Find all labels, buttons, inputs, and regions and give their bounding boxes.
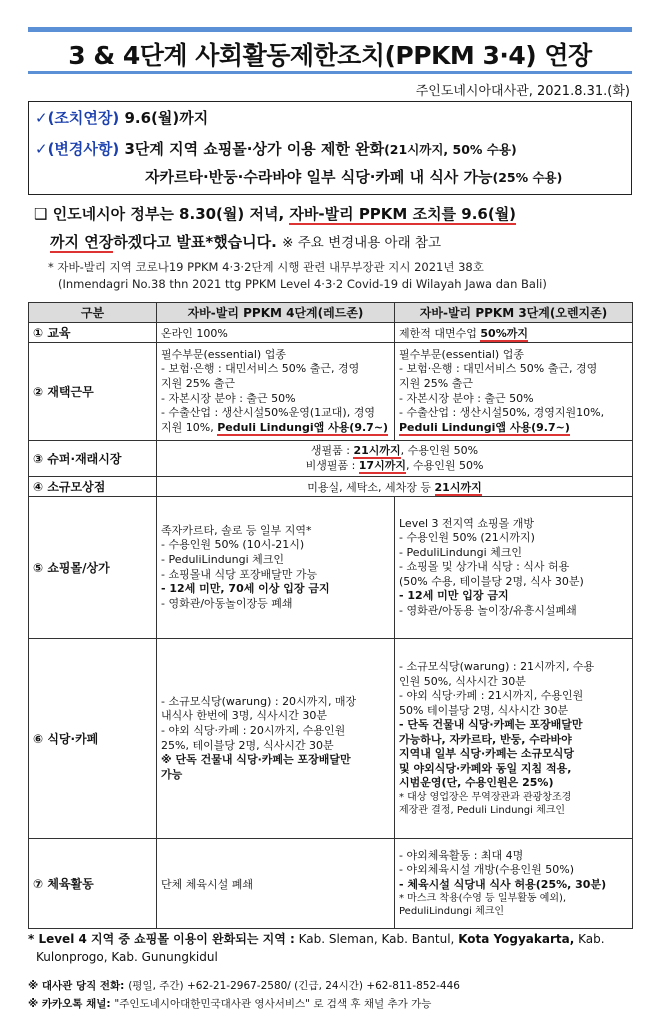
list-item: - 체육시설 식당내 식사 허용(25%, 30분) <box>399 877 607 891</box>
announce-text-2b: 하겠다고 발표*했습니다. <box>113 233 277 251</box>
table-row-restaurant <box>29 639 633 839</box>
education-level3 <box>395 323 633 343</box>
wfh-level3 <box>395 343 633 441</box>
table-row-wfh <box>29 343 633 441</box>
list-item: 지원 25% 출근 <box>161 376 235 390</box>
smallshops-rules <box>157 477 633 497</box>
wfh-app-note-l3: Peduli Lindungi앱 사용(9.7~) <box>399 420 570 434</box>
list-item: 필수부문(essential) 업종 <box>161 347 286 361</box>
list-item: - 영화관/아동놀이장등 폐쇄 <box>161 596 293 610</box>
list-item: * 마스크 착용(수영 등 일부활동 예외), <box>399 893 567 905</box>
list-item: 인원 50%, 식사시간 30분 <box>399 674 526 688</box>
list-item <box>399 421 628 436</box>
smallshops-hours: 21시까지 <box>434 480 482 494</box>
footer-note-label: * Level 4 지역 중 쇼핑몰 이용이 완화되는 지역 : <box>28 932 295 946</box>
list-item: ※ 단독 건물내 식당·카페는 포장배달만 <box>161 753 351 767</box>
table-row-education <box>29 323 633 343</box>
summary-small-2: (21시까지, 50% 수용) <box>384 142 517 157</box>
title-rule <box>28 71 632 74</box>
page-title: 3 & 4단계 사회활동제한조치(PPKM 3·4) 연장 <box>68 41 592 70</box>
category-mall: ⑤ 쇼핑몰/상가 <box>29 497 157 639</box>
announce-line-2 <box>50 231 441 252</box>
list-item: * 대상 영업장은 무역장관과 관광창조경 <box>399 791 572 803</box>
announce-line-1 <box>34 203 516 224</box>
footer-note-city: Kota Yogyakarta, <box>458 932 575 946</box>
list-item: - 야외체육시설 개방(수용인원 50%) <box>399 863 575 877</box>
list-item: - 쇼핑몰 및 상가내 식당 : 식사 허용 <box>399 560 570 574</box>
education-level3-text: 제한적 대면수업 <box>399 326 477 340</box>
announce-footnote-1: * 자바-발리 지역 코로나19 PPKM 4·3·2단계 시행 관련 내무부장관 지시 2021년 38호 <box>48 260 484 274</box>
list-item: - 야외 식당·카페 : 21시까지, 수용인원 <box>399 689 584 703</box>
list-item: 25%, 테이블당 2명, 식사시간 30분 <box>161 738 334 752</box>
announce-note: ※ 주요 변경내용 아래 참고 <box>282 235 441 251</box>
list-item: - PeduliLindungi 체크인 <box>161 552 285 566</box>
list-item: 지원 25% 출근 <box>399 376 473 390</box>
mall-level3 <box>395 497 633 639</box>
list-item: - 12세 미만 입장 금지 <box>399 589 509 603</box>
list-item: - 자본시장 분야 : 출근 50% <box>161 391 296 405</box>
list-item <box>161 421 390 436</box>
list-item: - 쇼핑몰내 식당 포장배달만 가능 <box>161 567 318 581</box>
list-item: 제장관 결정, Peduli Lindungi 체크인 <box>399 804 566 816</box>
list-item: - PeduliLindungi 체크인 <box>399 545 523 559</box>
announce-footnote-2: (Inmendagri No.38 thn 2021 ttg PPKM Level 4·3·2 Covid-19 di Wilayah Jawa dan Bali) <box>58 277 547 291</box>
market-essential-label: 생필품 : <box>310 443 350 457</box>
list-item: 시범운영(단, 수용인원은 25%) <box>399 776 554 790</box>
contact-label: ※ 대사관 당직 전화: <box>28 980 125 992</box>
top-rule <box>28 27 632 32</box>
summary-box <box>28 101 632 195</box>
list-item: 50% 테이블당 2명, 식사시간 30분 <box>399 703 569 717</box>
market-essential-cap: , 수용인원 50% <box>400 443 479 457</box>
list-item: 족자카르타, 솔로 등 일부 지역* <box>161 523 312 537</box>
table-row-market <box>29 441 633 477</box>
category-wfh: ② 재택근무 <box>29 343 157 441</box>
category-smallshops: ④ 소규모상점 <box>29 477 157 497</box>
footer-kakao <box>28 996 431 1011</box>
market-essential-hours: 21시까지 <box>353 443 401 457</box>
category-market: ③ 슈퍼·재래시장 <box>29 441 157 477</box>
list-item: - 수용인원 50% (21시까지) <box>399 531 535 545</box>
list-item <box>161 459 628 474</box>
list-item: 가능하나, 자카르타, 반둥, 수라바야 <box>399 732 572 746</box>
sports-level4: 단체 체육시설 폐쇄 <box>157 839 395 929</box>
list-item: - 단독 건물내 식당·카페는 포장배달만 <box>399 718 583 732</box>
summary-line-3 <box>145 166 562 187</box>
sports-level3 <box>395 839 633 929</box>
summary-text-1: 9.6(월)까지 <box>124 109 209 127</box>
category-education: ① 교육 <box>29 323 157 343</box>
list-item: - 자본시장 분야 : 출근 50% <box>399 391 534 405</box>
list-item: - 소규모식당(warung) : 21시까지, 수용 <box>399 659 595 673</box>
list-item: - 보험·은행 : 대민서비스 50% 출근, 경영 <box>399 362 598 376</box>
summary-line-2 <box>35 138 517 159</box>
table-header-row <box>29 303 633 323</box>
list-item: 지역내 일부 식당·카페는 소규모식당 <box>399 747 575 761</box>
market-nonessential-cap: , 수용인원 50% <box>405 458 484 472</box>
list-item: - 야외 식당·카페 : 20시까지, 수용인원 <box>161 723 346 737</box>
footer-note-line-2: Kulonprogo, Kab. Gunungkidul <box>36 950 218 964</box>
market-nonessential-hours: 17시까지 <box>358 458 406 472</box>
list-item: 가능 <box>161 767 183 781</box>
market-rules <box>157 441 633 477</box>
summary-small-3: (25% 수용) <box>492 170 563 185</box>
list-item: - 영화관/아동용 놀이장/유흥시설폐쇄 <box>399 603 577 617</box>
list-item: (50% 수용, 테이블당 2명, 식사 30분) <box>399 574 584 588</box>
table-row-sports <box>29 839 633 929</box>
list-item: - 수출산업 : 생산시설50%, 경영지원10%, <box>399 406 605 420</box>
footer-note-line-1 <box>28 930 605 947</box>
category-sports: ⑦ 체육활동 <box>29 839 157 929</box>
summary-line-1 <box>35 107 208 128</box>
wfh-level4 <box>157 343 395 441</box>
kakao-label: ※ 카카오톡 채널: <box>28 998 111 1010</box>
list-item: - 수출산업 : 생산시설50%운영(1교대), 경영 <box>161 406 375 420</box>
summary-text-2: 3단계 지역 쇼핑몰·상가 이용 제한 완화 <box>124 140 385 158</box>
contact-numbers: (평일, 주간) +62-21-2967-2580/ (긴급, 24시간) +62-811-852-446 <box>128 980 460 992</box>
list-item-text: 지원 10%, <box>161 420 214 434</box>
list-item: - 소규모식당(warung) : 20시까지, 매장 <box>161 694 357 708</box>
list-item: 내식사 한번에 3명, 식사시간 30분 <box>161 709 327 723</box>
announce-text-1a: 인도네시아 정부는 8.30(월) 저녁, <box>52 205 285 223</box>
footer-note-areas: Kab. Sleman, Kab. Bantul, <box>298 932 455 946</box>
bullet-icon: ❑ <box>34 205 48 223</box>
footer-note-kab: Kab. <box>578 932 605 946</box>
header-level3: 자바-발리 PPKM 3단계(오렌지존) <box>395 303 633 323</box>
measures-table <box>28 302 633 929</box>
list-item: - 12세 미만, 70세 이상 입장 금지 <box>161 582 330 596</box>
category-restaurant: ⑥ 식당·카페 <box>29 639 157 839</box>
restaurant-level4 <box>157 639 395 839</box>
restaurant-level3 <box>395 639 633 839</box>
education-level3-limit: 50%까지 <box>480 326 528 340</box>
announce-text-1b: 자바-발리 PPKM 조치를 9.6(월) <box>289 205 517 223</box>
market-nonessential-label: 비생필품 : <box>305 458 356 472</box>
education-level4: 온라인 100% <box>157 323 395 343</box>
header-category: 구분 <box>29 303 157 323</box>
list-item: 필수부문(essential) 업종 <box>399 347 524 361</box>
list-item: - 보험·은행 : 대민서비스 50% 출근, 경영 <box>161 362 360 376</box>
summary-tag-change: ✓(변경사항) <box>35 140 120 158</box>
smallshops-text: 미용실, 세탁소, 세차장 등 <box>307 480 432 494</box>
summary-tag-extension: ✓(조치연장) <box>35 109 120 127</box>
subtitle: 주인도네시아대사관, 2021.8.31.(화) <box>415 84 630 99</box>
table-row-mall <box>29 497 633 639</box>
wfh-app-note-l4: Peduli Lindungi앱 사용(9.7~) <box>217 420 389 434</box>
mall-level4 <box>157 497 395 639</box>
list-item: 및 야외식당·카페와 동일 지침 적용, <box>399 761 572 775</box>
footer-contact <box>28 978 460 993</box>
announce-text-2a: 까지 연장 <box>50 233 114 251</box>
list-item: PeduliLindungi 체크인 <box>399 906 505 918</box>
list-item: - 수용인원 50% (10시-21시) <box>161 538 305 552</box>
summary-text-3: 자카르타·반둥·수라바야 일부 식당·카페 내 식사 가능 <box>145 168 493 186</box>
list-item: Level 3 전지역 쇼핑몰 개방 <box>399 516 535 530</box>
table-row-smallshops <box>29 477 633 497</box>
list-item <box>161 444 628 459</box>
list-item: - 야외체육활동 : 최대 4명 <box>399 848 524 862</box>
header-level4: 자바-발리 PPKM 4단계(레드존) <box>157 303 395 323</box>
kakao-text: "주인도네시아대한민국대사관 영사서비스" 로 검색 후 채널 추가 가능 <box>114 998 432 1010</box>
